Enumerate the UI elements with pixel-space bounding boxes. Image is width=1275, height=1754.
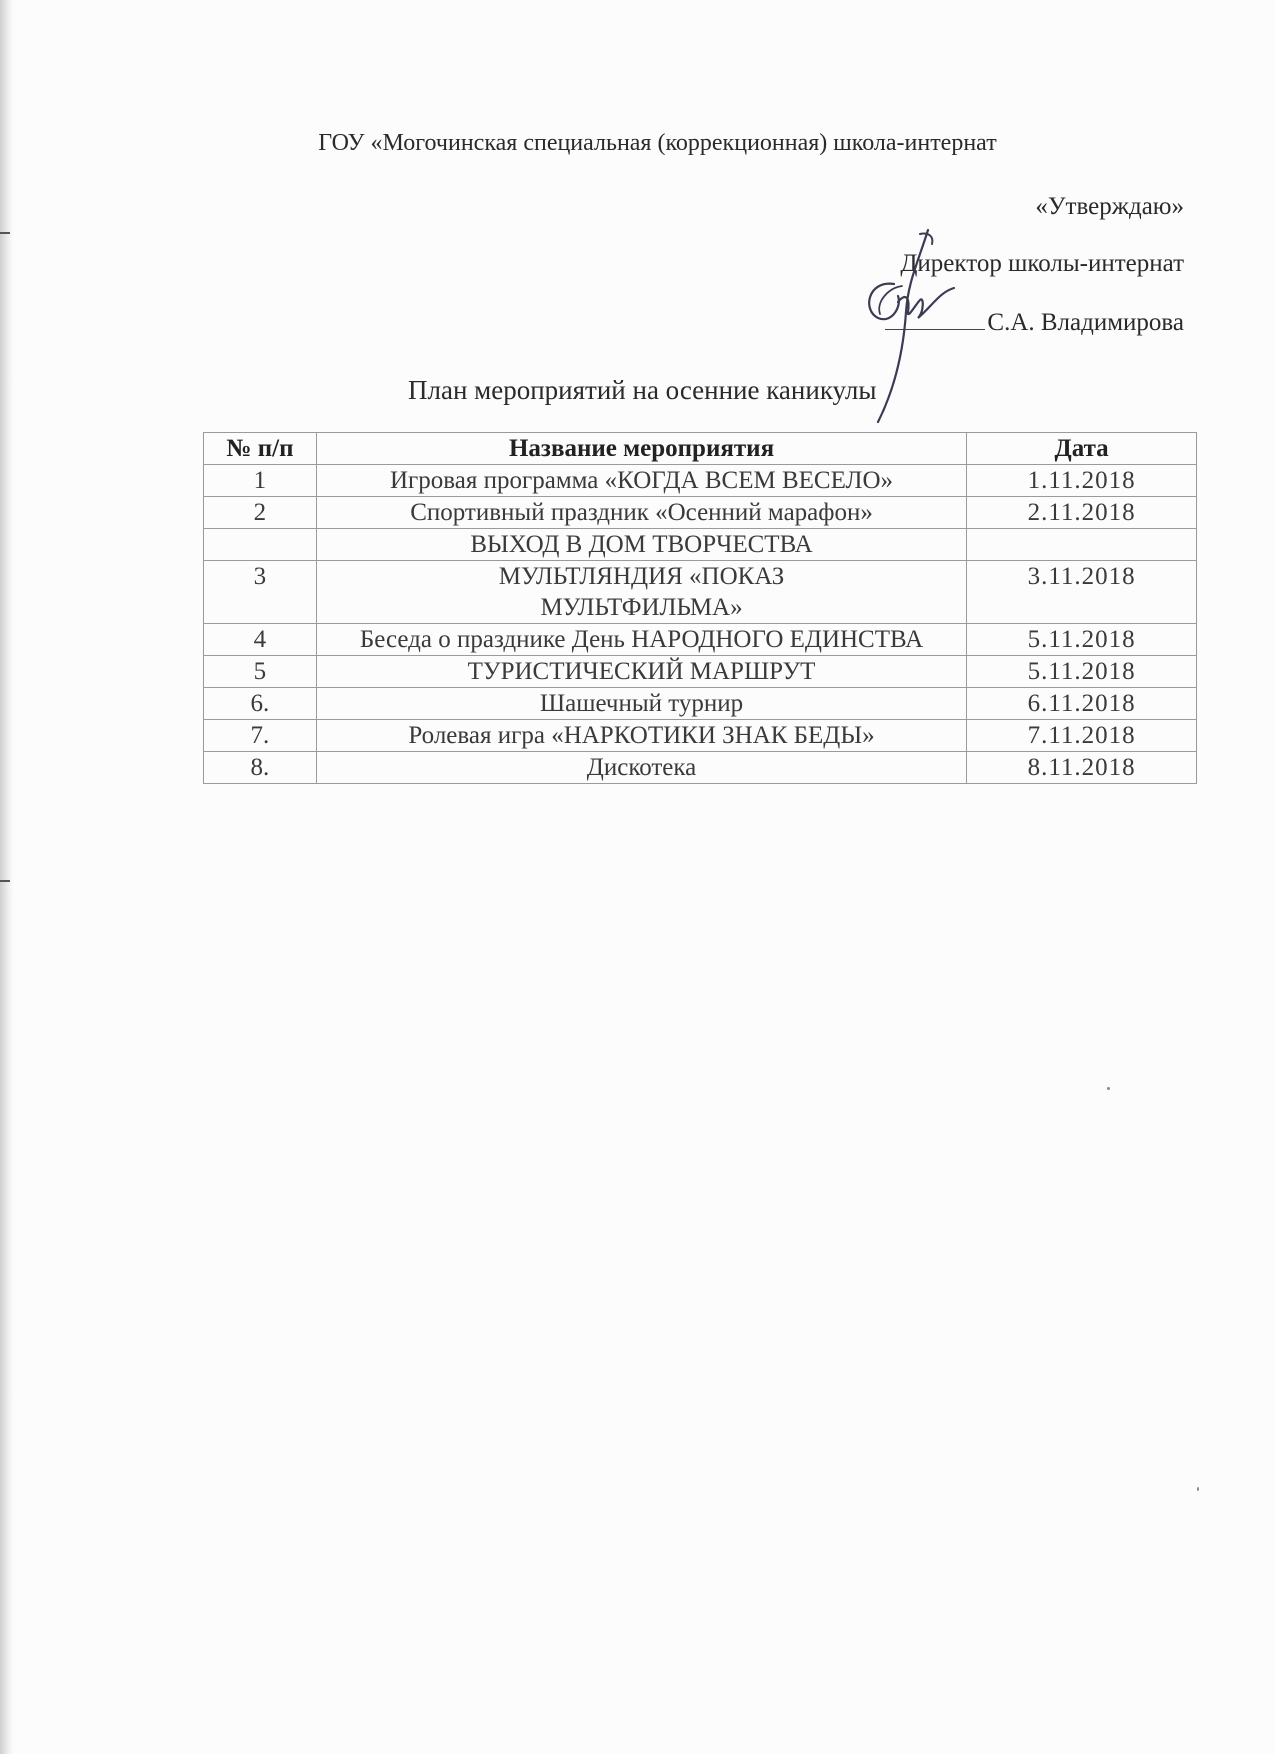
scan-mark — [0, 880, 10, 882]
row-num: 4 — [204, 624, 317, 656]
row-name: Спортивный праздник «Осенний марафон» — [316, 497, 966, 529]
header-name: Название мероприятия — [316, 433, 966, 465]
row-name: ВЫХОД В ДОМ ТВОРЧЕСТВА — [316, 529, 966, 561]
row-date: 3.11.2018 — [967, 561, 1197, 624]
row-num: 6. — [204, 688, 317, 720]
row-name: Шашечный турнир — [316, 688, 966, 720]
scan-mark — [0, 232, 10, 234]
row-date — [967, 529, 1197, 561]
table-row — [204, 752, 1197, 784]
table-header-row — [204, 433, 1197, 465]
row-num — [204, 529, 317, 561]
plan-title: План мероприятий на осенние каникулы — [408, 375, 877, 405]
header-num: № п/п — [204, 433, 317, 465]
approve-label: «Утверждаю» — [1035, 193, 1184, 220]
row-date: 7.11.2018 — [967, 720, 1197, 752]
row-num: 8. — [204, 752, 317, 784]
director-title: Директор школы-интернат — [900, 250, 1184, 277]
row-name: Игровая программа «КОГДА ВСЕМ ВЕСЕЛО» — [316, 465, 966, 497]
director-name: С.А. Владимирова — [987, 309, 1184, 336]
row-name: МУЛЬТЛЯНДИЯ «ПОКАЗ МУЛЬТФИЛЬМА» — [316, 561, 966, 624]
organization-header: ГОУ «Могочинская специальная (коррекционная) школа-интернат — [318, 130, 997, 156]
table-row — [204, 656, 1197, 688]
table-row — [204, 561, 1197, 624]
row-num: 2 — [204, 497, 317, 529]
table-row — [204, 465, 1197, 497]
scan-left-edge — [0, 0, 14, 1754]
row-num: 3 — [204, 561, 317, 624]
scan-dust — [1197, 1487, 1199, 1491]
table-row — [204, 720, 1197, 752]
table-row — [204, 529, 1197, 561]
row-date: 2.11.2018 — [967, 497, 1197, 529]
row-name: Беседа о празднике День НАРОДНОГО ЕДИНСТВА — [316, 624, 966, 656]
row-num: 5 — [204, 656, 317, 688]
row-name: ТУРИСТИЧЕСКИЙ МАРШРУТ — [316, 656, 966, 688]
row-num: 7. — [204, 720, 317, 752]
table-row — [204, 688, 1197, 720]
row-name: Дискотека — [316, 752, 966, 784]
table-row — [204, 624, 1197, 656]
header-date: Дата — [967, 433, 1197, 465]
row-name: Ролевая игра «НАРКОТИКИ ЗНАК БЕДЫ» — [316, 720, 966, 752]
row-num: 1 — [204, 465, 317, 497]
row-date: 6.11.2018 — [967, 688, 1197, 720]
scan-dust — [1107, 1087, 1110, 1090]
row-date: 5.11.2018 — [967, 656, 1197, 688]
row-date: 1.11.2018 — [967, 465, 1197, 497]
events-table — [203, 432, 1197, 784]
row-date: 5.11.2018 — [967, 624, 1197, 656]
table-row — [204, 497, 1197, 529]
row-date: 8.11.2018 — [967, 752, 1197, 784]
